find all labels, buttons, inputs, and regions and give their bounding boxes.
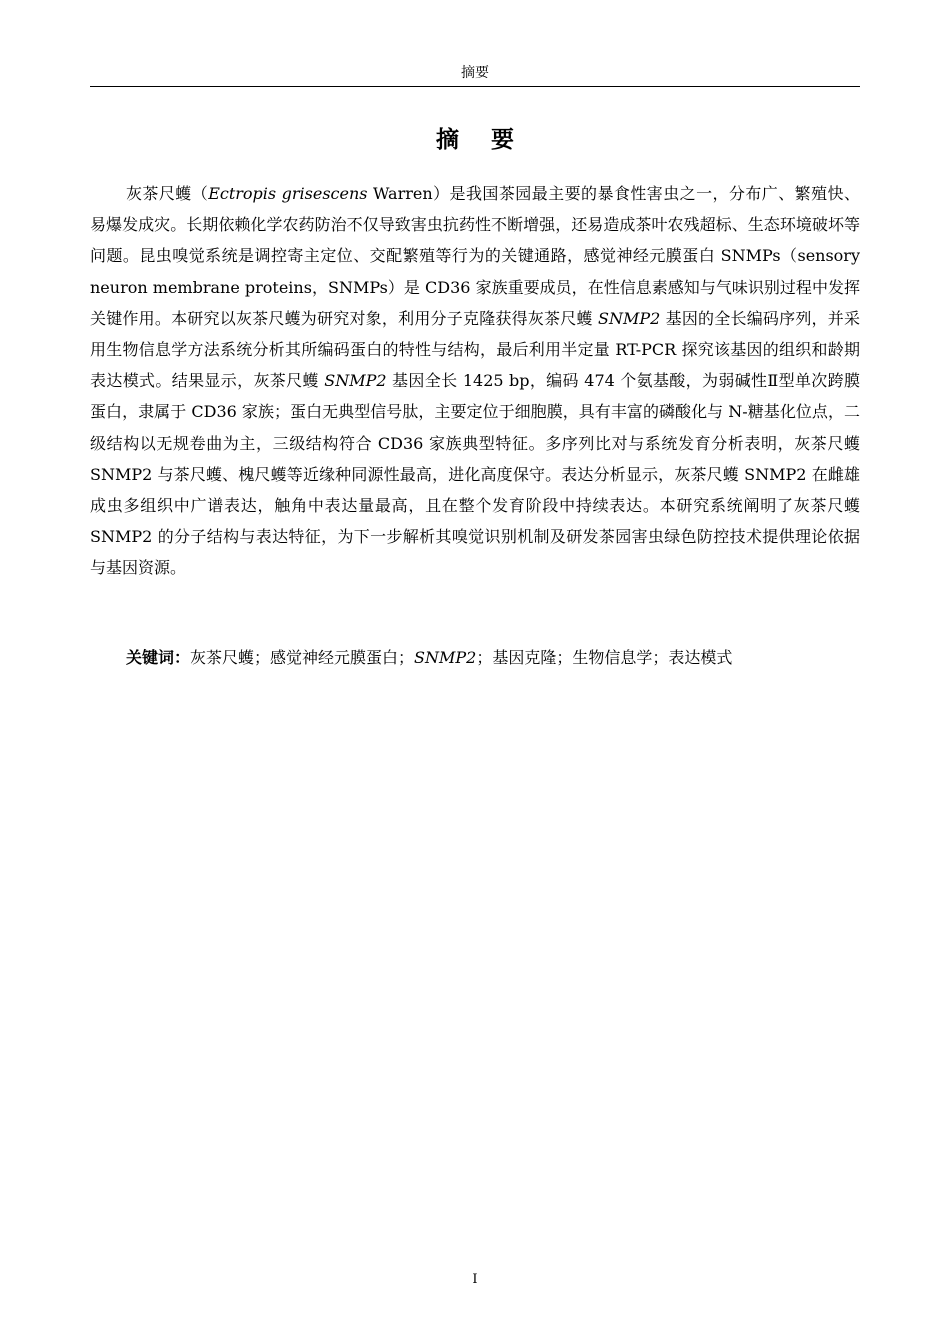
keywords-label: 关键词：	[126, 648, 191, 667]
gene-name: SNMP2	[598, 308, 661, 328]
abstract-text-4: 基因全长 1425 bp，编码 474 个氨基酸，为弱碱性Ⅱ型单次跨膜蛋白，隶属于 CD36 家族；蛋白无典型信号肽，主要定位于细胞膜，具有丰富的磷酸化与 N-糖基化位点，二级结构以无规卷曲为主，三级结构符合 CD36 家族典型特征。多序列比对与系统发育分析表明，灰茶尺蠖 SNMP2 与茶尺蠖、槐尺蠖等近缘种同源性最高，进化高度保守。表达分析显示，灰茶尺蠖 SNMP2 在雌雄成虫多组织中广谱表达，触角中表达量最高，且在整个发育阶段中持续表达。本研究系统阐明了灰茶尺蠖 SNMP2 的分子结构与表达特征，为下一步解析其嗅觉识别机制及研发茶园害虫绿色防控技术提供理论依据与基因资源。	[90, 371, 860, 578]
page-number: I	[472, 1272, 478, 1287]
abstract-body	[90, 178, 860, 584]
keywords-text-1: 灰茶尺蠖；感觉神经元膜蛋白；	[190, 648, 415, 667]
page-title: 摘 要	[435, 127, 526, 153]
keywords-gene: SNMP2	[414, 648, 477, 667]
running-header: 摘要	[461, 65, 489, 81]
gene-name: SNMP2	[324, 371, 387, 391]
abstract-text-2: Warren）是我国茶园最主要的暴食性害虫之一，分布广、繁殖快、易爆发成灾。长期依赖化学农药防治不仅导致害虫抗药性不断增强，还易造成茶叶农残超标、生态环境破坏等问题。昆虫嗅觉系统是调控寄主定位、交配繁殖等行为的关键通路，感觉神经元膜蛋白 SNMPs（sensory neuron membrane proteins，SNMPs）是 CD36 家族重要成员，在性信息素感知与气味识别过程中发挥关键作用。本研究以灰茶尺蠖为研究对象，利用分子克隆获得灰茶尺蠖	[90, 184, 860, 328]
species-name: Ectropis grisescens	[208, 184, 368, 203]
keywords-text-2: ；基因克隆；生物信息学；表达模式	[476, 648, 733, 667]
header-rule	[90, 86, 860, 87]
keywords	[90, 642, 860, 673]
abstract-text-1: 灰茶尺蠖（	[126, 184, 209, 203]
abstract-text-3: 基因的全长编码序列，并采用生物信息学方法系统分析其所编码蛋白的特性与结构，最后利用半定量 RT-PCR 探究该基因的组织和龄期表达模式。结果显示，灰茶尺蠖	[90, 308, 860, 391]
